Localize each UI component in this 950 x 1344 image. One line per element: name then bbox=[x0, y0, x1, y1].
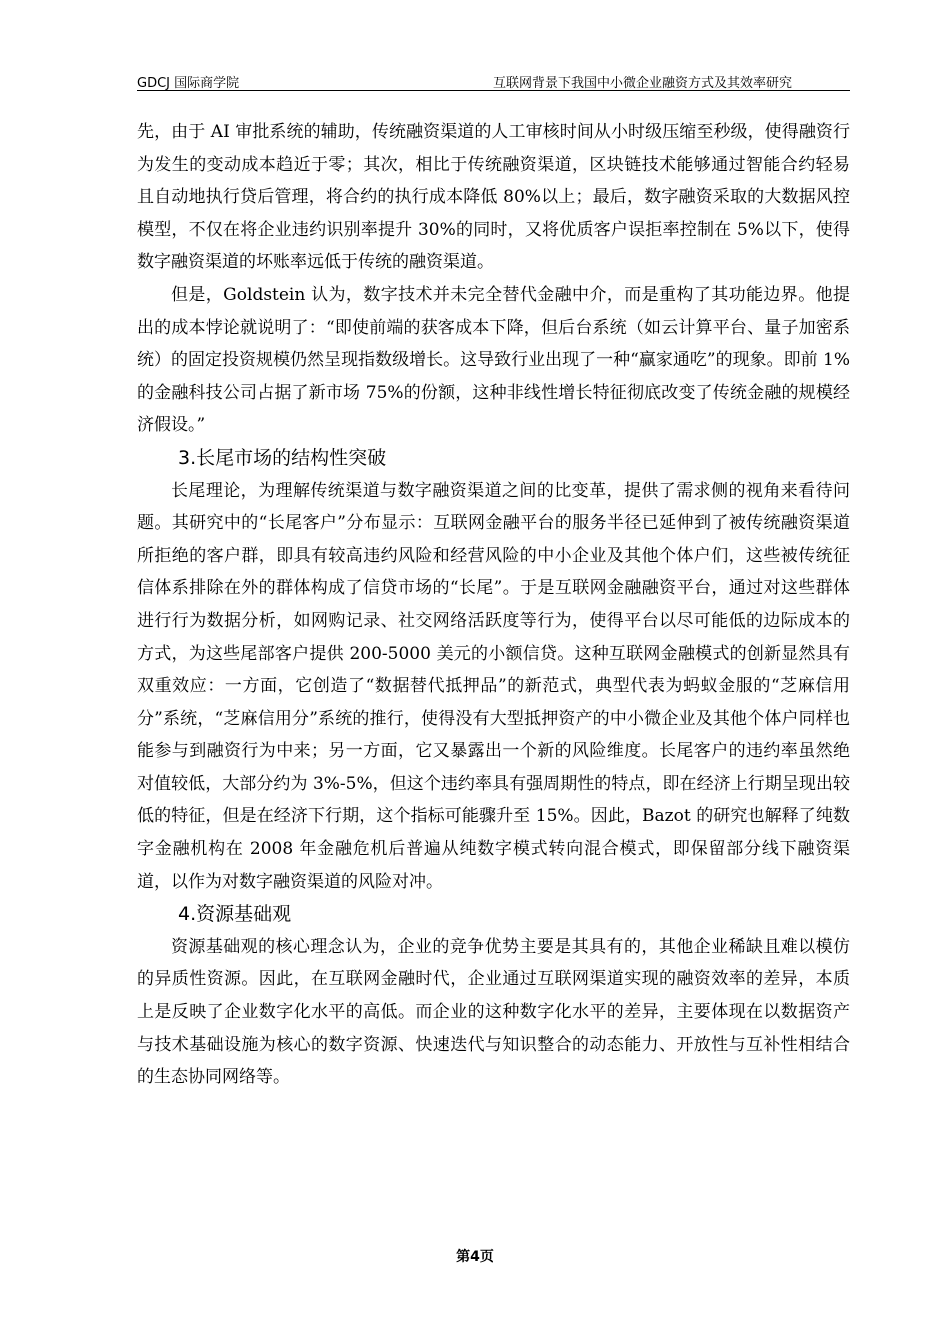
section-heading: 4.资源基础观 bbox=[178, 903, 292, 926]
paragraph: 资源基础观的核心理念认为，企业的竞争优势主要是其具有的，其他企业稀缺且难以模仿的异质性资源。因此，在互联网金融时代，企业通过互联网渠道实现的融资效率的差异，本质上是反映了企业数字化水平的高低。而企业的这种数字化水平的差异，主要体现在以数据资产与技术基础设施为核心的数字资源、快速迭代与知识整合的动态能力、开放性与互补性相结合的生态协同网络等。 bbox=[137, 936, 850, 1088]
paragraph: 长尾理论，为理解传统渠道与数字融资渠道之间的比变革，提供了需求侧的视角来看待问题。其研究中的“长尾客户”分布显示：互联网金融平台的服务半径已延伸到了被传统融资渠道所拒绝的客户群，即具有较高违约风险和经营风险的中小企业及其他个体户们，这些被传统征信体系排除在外的群体构成了信贷市场的“长尾”。于是互联网金融融资平台，通过对这些群体进行行为数据分析，如网购记录、社交网络活跃度等行为，使得平台以尽可能低的边际成本的方式，为这些尾部客户提供 200-5000 美元的小额信贷。这种互联网金融模式的创新显然具有双重效应：一方面，它创造了“数据替代抵押品”的新范式，典型代表为蚂蚁金服的“芝麻信用分”系统，“芝麻信用分”系统的推行，使得没有大型抵押资产的中小微企业及其他个体户同样也能参与到融资行为中来；另一方面，它又暴露出一个新的风险维度。长尾客户的违约率虽然绝对值较低，大部分约为 3%-5%，但这个违约率具有强周期性的特点，即在经济上行期呈现出较低的特征，但是在经济下行期，这个指标可能骤升至 15%。因此，Bazot 的研究也解释了纯数字金融机构在 2008 年金融危机后普遍从纯数字模式转向混合模式，即保留部分线下融资渠道，以作为对数字融资渠道的风险对冲。 bbox=[137, 480, 850, 892]
page-number: 第4页 bbox=[456, 1249, 494, 1265]
paragraph: 但是，Goldstein 认为，数字技术并未完全替代金融中介，而是重构了其功能边界。他提出的成本悖论就说明了：“即使前端的获客成本下降，但后台系统（如云计算平台、量子加密系统）的固定投资规模仍然呈现指数级增长。这导致行业出现了一种“赢家通吃”的现象。即前 1%的金融科技公司占据了新市场 75%的份额，这种非线性增长特征彻底改变了传统金融的规模经济假设。” bbox=[137, 284, 850, 436]
header-title: 互联网背景下我国中小微企业融资方式及其效率研究 bbox=[492, 76, 792, 91]
page-header bbox=[137, 70, 850, 91]
header-institution: GDCJ 国际商学院 bbox=[137, 76, 240, 91]
body-text bbox=[137, 116, 850, 1094]
section-heading: 3.长尾市场的结构性突破 bbox=[178, 446, 387, 469]
paragraph: 先，由于 AI 审批系统的辅助，传统融资渠道的人工审核时间从小时级压缩至秒级，使得融资行为发生的变动成本趋近于零；其次，相比于传统融资渠道，区块链技术能够通过智能合约轻易且自动地执行贷后管理，将合约的执行成本降低 80%以上；最后，数字融资采取的大数据风控模型，不仅在将企业违约识别率提升 30%的同时，又将优质客户误拒率控制在 5%以下，使得数字融资渠道的坏账率远低于传统的融资渠道。 bbox=[137, 122, 850, 273]
